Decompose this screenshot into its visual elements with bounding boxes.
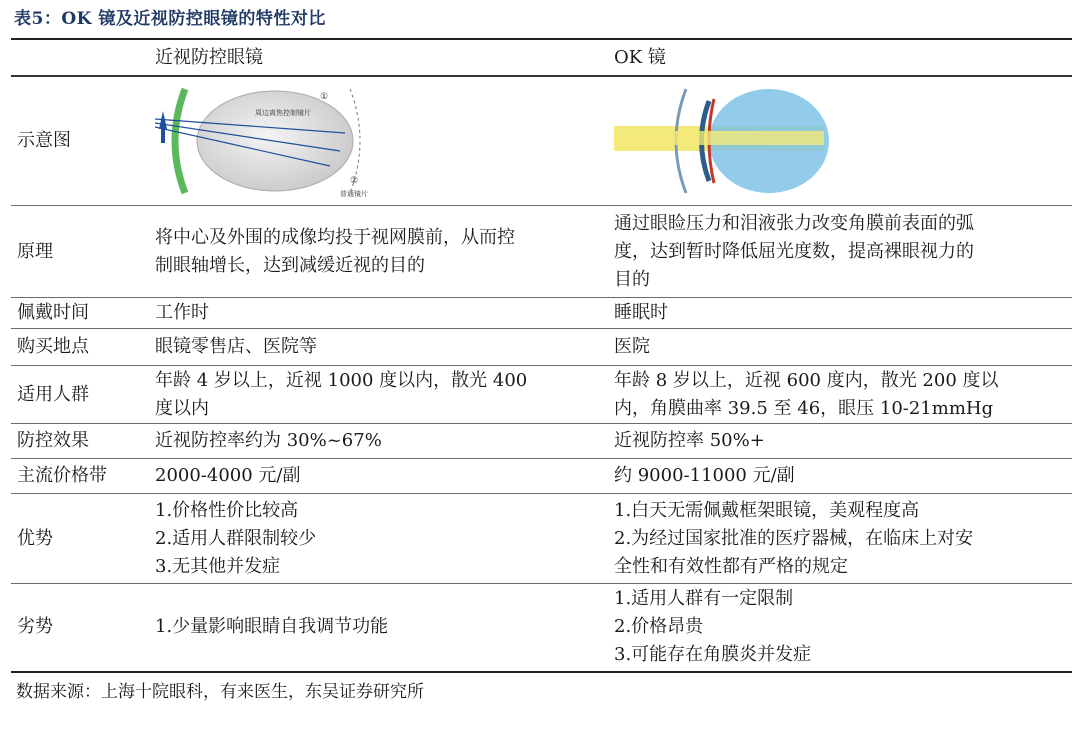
table-row <box>11 206 1072 298</box>
cell-left: 2000-4000 元/副 <box>149 459 606 494</box>
cell-right: 1.适用人群有一定限制 2.价格昂贵 3.可能存在角膜炎并发症 <box>606 584 1072 672</box>
header-col3: OK 镜 <box>606 39 1072 76</box>
table-title: 表5：OK 镜及近视防控眼镜的特性对比 <box>14 9 326 29</box>
svg-text:②: ② <box>350 176 359 186</box>
cell-right: 1.白天无需佩戴框架眼镜，美观程度高 2.为经过国家批准的医疗器械，在临床上对安 全性和有效性都有严格的规定 <box>606 494 1072 584</box>
cell-left: 1.价格性价比较高 2.适用人群限制较少 3.无其他并发症 <box>149 494 606 584</box>
row-label: 主流价格带 <box>11 459 149 494</box>
table-row <box>11 329 1072 366</box>
ok-lens-diagram <box>606 76 1072 206</box>
myopia-lens-diagram <box>149 76 606 206</box>
table-row <box>11 494 1072 584</box>
table-row <box>11 424 1072 459</box>
comparison-table <box>11 38 1072 673</box>
row-label: 购买地点 <box>11 329 149 366</box>
cell-right: 约 9000-11000 元/副 <box>606 459 1072 494</box>
row-label: 示意图 <box>11 76 149 206</box>
cell-right: 近视防控率 50%+ <box>606 424 1072 459</box>
table-row <box>11 459 1072 494</box>
cell-right: 年龄 8 岁以上，近视 600 度内，散光 200 度以 内，角膜曲率 39.5 至 46，眼压 10-21mmHg <box>606 366 1072 424</box>
source-note: 数据来源：上海十院眼科，有来医生，东吴证券研究所 <box>16 682 424 702</box>
cell-left: 年龄 4 岁以上，近视 1000 度以内，散光 400 度以内 <box>149 366 606 424</box>
cell-left: 工作时 <box>149 298 606 329</box>
svg-text:①: ① <box>320 92 329 102</box>
row-label: 佩戴时间 <box>11 298 149 329</box>
cell-left: 近视防控率约为 30%~67% <box>149 424 606 459</box>
cell-right: 医院 <box>606 329 1072 366</box>
header-col1 <box>11 39 149 76</box>
table-row <box>11 366 1072 424</box>
row-label: 优势 <box>11 494 149 584</box>
header-col2: 近视防控眼镜 <box>149 39 606 76</box>
table-row <box>11 298 1072 329</box>
lens-inner-label: 周边离焦控制镜片 <box>255 109 311 117</box>
table-row <box>11 584 1072 672</box>
cell-left: 将中心及外围的成像均投于视网膜前，从而控 制眼轴增长，达到减缓近视的目的 <box>149 206 606 298</box>
row-label: 适用人群 <box>11 366 149 424</box>
cell-left: 1.少量影响眼睛自我调节功能 <box>149 584 606 672</box>
row-label: 劣势 <box>11 584 149 672</box>
table-header-row <box>11 39 1072 76</box>
cell-left: 眼镜零售店、医院等 <box>149 329 606 366</box>
row-label: 原理 <box>11 206 149 298</box>
table-row-illustration <box>11 76 1072 206</box>
row-label: 防控效果 <box>11 424 149 459</box>
lens-outer-label: 普通镜片 <box>340 190 368 198</box>
cell-right: 睡眠时 <box>606 298 1072 329</box>
cell-right: 通过眼睑压力和泪液张力改变角膜前表面的弧 度，达到暂时降低屈光度数，提高裸眼视力的 目的 <box>606 206 1072 298</box>
